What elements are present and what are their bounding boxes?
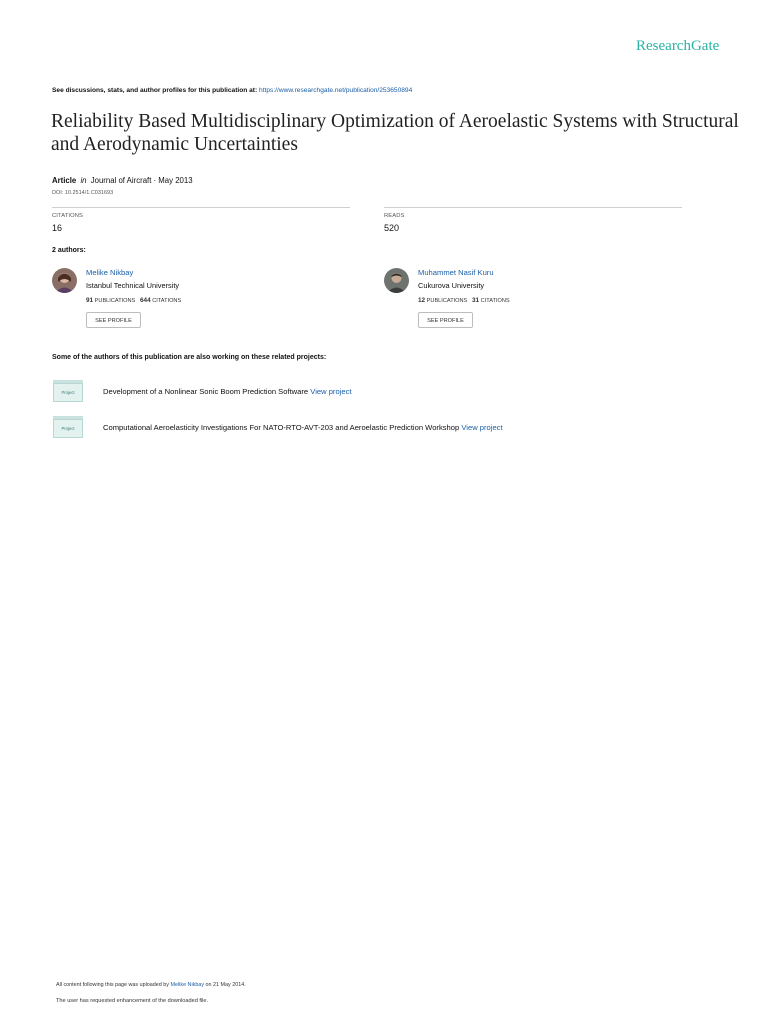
citations-label: CITATIONS: [52, 213, 83, 219]
view-project-link[interactable]: View project: [310, 387, 352, 396]
project-folder-icon: [53, 416, 83, 438]
project-title: Development of a Nonlinear Sonic Boom Prediction Software: [103, 387, 309, 396]
see-profile-button[interactable]: SEE PROFILE: [418, 312, 473, 328]
avatar[interactable]: [52, 268, 77, 293]
reads-value: 520: [384, 223, 400, 233]
see-profile-button[interactable]: SEE PROFILE: [86, 312, 141, 328]
author-name[interactable]: Melike Nikbay: [86, 268, 134, 277]
journal-name: Journal of Aircraft · May 2013: [90, 176, 193, 185]
author-institution: Cukurova University: [418, 281, 485, 290]
publications-label: PUBLICATIONS: [94, 298, 136, 304]
citations-label: CITATIONS: [480, 298, 510, 304]
doi: DOI: 10.2514/1.C031693: [52, 190, 114, 196]
project-title: Computational Aeroelasticity Investigations For NATO-RTO-AVT-203 and Aeroelastic Prediction Workshop: [103, 423, 460, 432]
divider-citations: [52, 207, 350, 208]
citations-label: CITATIONS: [152, 298, 182, 304]
publications-label: PUBLICATIONS: [426, 298, 468, 304]
publications-count: 12: [418, 297, 426, 304]
project-folder-icon: [53, 380, 83, 402]
author-stats: [418, 297, 510, 304]
project-icon-label: Project: [53, 419, 83, 438]
publication-url-link[interactable]: https://www.researchgate.net/publication/253650894: [259, 87, 413, 94]
reads-label: READS: [384, 213, 405, 219]
researchgate-logo[interactable]: ResearchGate: [636, 38, 720, 54]
authors-heading: 2 authors:: [52, 247, 86, 254]
author-name[interactable]: Muhammet Nasif Kuru: [418, 268, 494, 277]
project-icon-label: Project: [53, 383, 83, 402]
enhancement-note: The user has requested enhancement of the downloaded file.: [56, 998, 209, 1004]
uploader-link[interactable]: Melike Nikbay: [170, 982, 205, 988]
author-institution: Istanbul Technical University: [86, 281, 180, 290]
author-stats: [86, 297, 181, 304]
article-type: Article: [52, 176, 77, 185]
citations-count: 644: [139, 297, 151, 304]
related-projects-heading: Some of the authors of this publication are also working on these related projects:: [52, 354, 327, 361]
upload-note-prefix: All content following this page was uploaded by: [56, 982, 169, 988]
citations-value: 16: [52, 223, 63, 233]
project-item: [103, 423, 503, 432]
citations-count: 31: [471, 297, 480, 304]
article-meta: [52, 176, 193, 185]
divider-reads: [384, 207, 682, 208]
upload-note: [56, 982, 246, 988]
avatar[interactable]: [384, 268, 409, 293]
upload-note-suffix: on 21 May 2014.: [205, 982, 246, 988]
see-discussions-line: [52, 87, 412, 94]
article-in: in: [80, 176, 87, 185]
view-project-link[interactable]: View project: [461, 423, 503, 432]
publication-title: Reliability Based Multidisciplinary Optimization of Aeroelastic Systems with Structural and Aerodynamic Uncertainties: [51, 111, 739, 155]
project-item: [103, 387, 352, 396]
publications-count: 91: [86, 297, 94, 304]
see-discussions-text: See discussions, stats, and author profiles for this publication at:: [52, 87, 258, 94]
